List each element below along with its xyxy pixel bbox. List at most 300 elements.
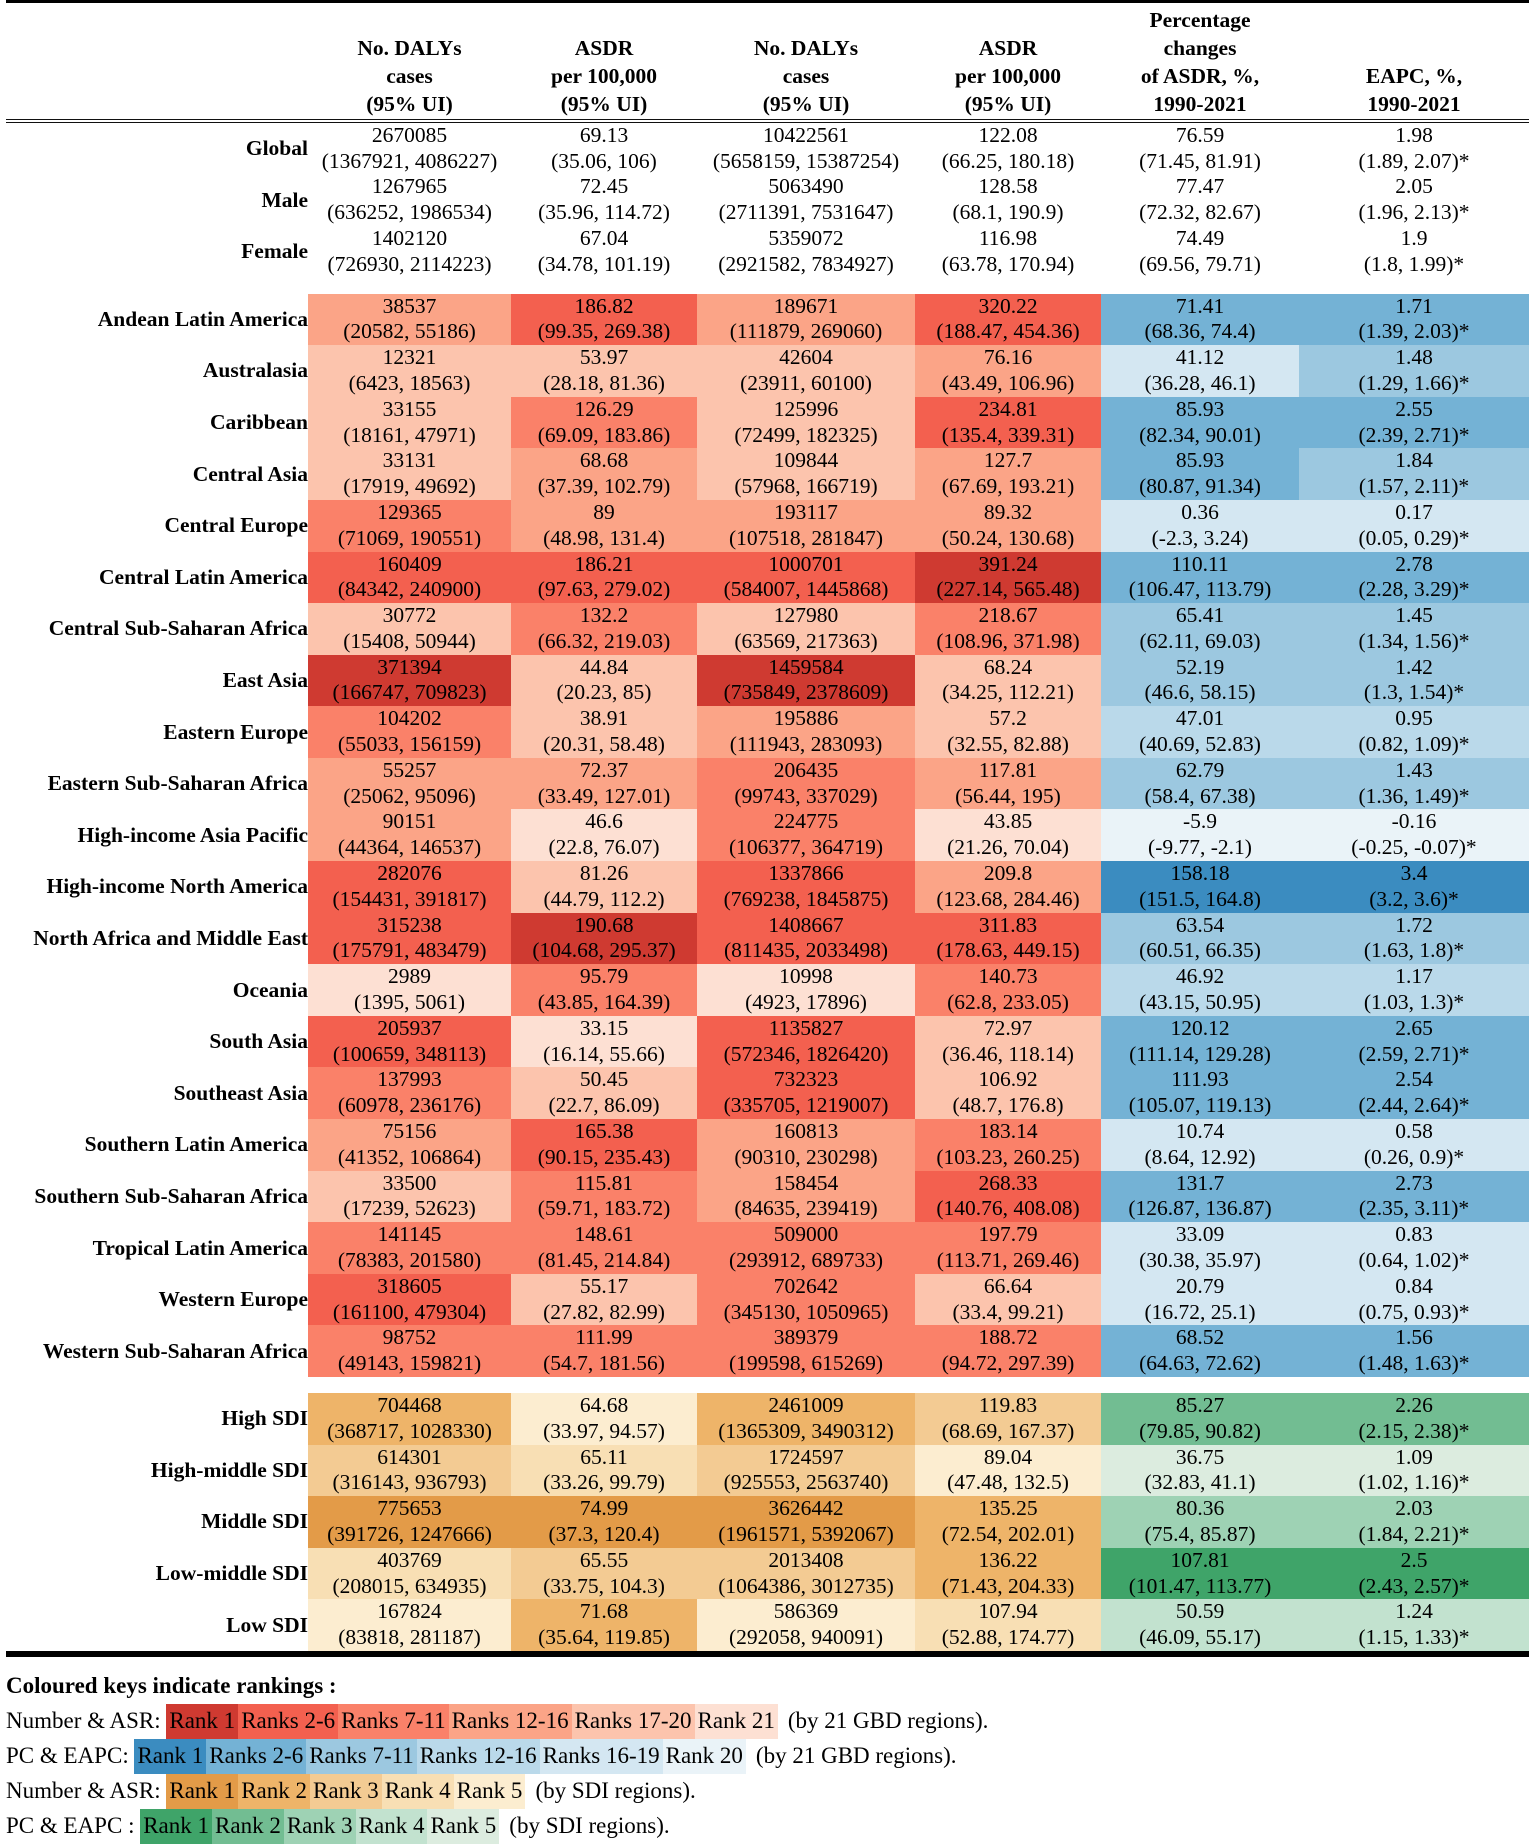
data-cell — [915, 861, 1101, 913]
data-cell — [1101, 1496, 1299, 1548]
cell-point-estimate: 36.75 — [1175, 1444, 1225, 1469]
data-cell — [1299, 809, 1529, 861]
data-cell — [308, 226, 511, 278]
data-cell — [308, 913, 511, 965]
row-label: Global — [6, 121, 308, 175]
data-cell — [511, 294, 697, 346]
cell-uncertainty-interval: (43.85, 164.39) — [537, 990, 671, 1015]
cell-point-estimate: 72.97 — [983, 1015, 1033, 1040]
data-cell — [1299, 1325, 1529, 1377]
cell-uncertainty-interval: (64.63, 72.62) — [1139, 1351, 1261, 1376]
cell-uncertainty-interval: (0.26, 0.9)* — [1363, 1144, 1465, 1169]
cell-uncertainty-interval: (79.85, 90.82) — [1139, 1418, 1261, 1443]
cell-uncertainty-interval: (21.26, 70.04) — [947, 835, 1069, 860]
row-label: Caribbean — [6, 397, 308, 449]
cell-uncertainty-interval: (1.39, 2.03)* — [1358, 319, 1470, 344]
cell-point-estimate: 109844 — [773, 448, 839, 473]
legend-line-scope: (by SDI regions). — [509, 1812, 670, 1838]
cell-point-estimate: 52.19 — [1175, 654, 1225, 679]
cell-uncertainty-interval: (572346, 1826420) — [723, 1041, 889, 1066]
cell-uncertainty-interval: (2.44, 2.64)* — [1358, 1093, 1470, 1118]
cell-point-estimate: 107.94 — [978, 1599, 1038, 1624]
data-cell — [1299, 174, 1529, 226]
column-header-line: 1990-2021 — [1153, 91, 1247, 116]
cell-uncertainty-interval: (68.69, 167.37) — [941, 1418, 1075, 1443]
cell-point-estimate: 389379 — [773, 1325, 839, 1350]
data-cell — [1299, 397, 1529, 449]
data-cell — [915, 603, 1101, 655]
cell-point-estimate: 148.61 — [574, 1222, 634, 1247]
data-cell — [511, 500, 697, 552]
data-cell — [1101, 397, 1299, 449]
data-cell — [697, 861, 915, 913]
data-cell — [697, 397, 915, 449]
cell-uncertainty-interval: (1.29, 1.66)* — [1358, 370, 1470, 395]
cell-point-estimate: 403769 — [377, 1547, 442, 1572]
cell-point-estimate: 188.72 — [978, 1325, 1038, 1350]
cell-point-estimate: 50.59 — [1175, 1599, 1225, 1624]
data-cell — [1299, 1496, 1529, 1548]
data-cell — [308, 345, 511, 397]
cell-point-estimate: 33.15 — [579, 1015, 629, 1040]
cell-point-estimate: 129365 — [377, 499, 442, 524]
cell-uncertainty-interval: (62.11, 69.03) — [1139, 628, 1261, 653]
cell-point-estimate: 10.74 — [1175, 1119, 1225, 1144]
legend-swatch: Rank 3 — [284, 1809, 356, 1844]
data-cell — [511, 655, 697, 707]
cell-uncertainty-interval: (57968, 166719) — [734, 474, 878, 499]
cell-uncertainty-interval: (60.51, 66.35) — [1139, 938, 1261, 963]
data-cell — [697, 1016, 915, 1068]
cell-uncertainty-interval: (48.98, 131.4) — [543, 525, 665, 550]
table-header — [6, 2, 1529, 121]
data-cell — [697, 1274, 915, 1326]
data-cell — [1101, 500, 1299, 552]
column-header-line: cases — [782, 63, 830, 88]
cell-uncertainty-interval: (335705, 1219007) — [723, 1093, 889, 1118]
cell-point-estimate: 1337866 — [768, 861, 844, 886]
table-row — [6, 861, 1529, 913]
column-header-asdr-1990 — [511, 7, 697, 119]
cell-uncertainty-interval: (726930, 2114223) — [327, 251, 492, 276]
cell-uncertainty-interval: (0.05, 0.29)* — [1358, 525, 1470, 550]
cell-uncertainty-interval: (27.82, 82.99) — [543, 1299, 665, 1324]
cell-point-estimate: 158454 — [773, 1170, 839, 1195]
cell-point-estimate: 1459584 — [768, 654, 844, 679]
row-label: Western Europe — [6, 1274, 308, 1326]
cell-uncertainty-interval: (1365309, 3490312) — [718, 1418, 894, 1443]
group-spacer-cell — [6, 1377, 1529, 1393]
cell-uncertainty-interval: (17239, 52623) — [343, 1196, 476, 1221]
table-row — [6, 226, 1529, 278]
cell-uncertainty-interval: (75.4, 85.87) — [1144, 1521, 1256, 1546]
table-row — [6, 1445, 1529, 1497]
cell-uncertainty-interval: (83818, 281187) — [338, 1625, 481, 1650]
cell-uncertainty-interval: (59.71, 183.72) — [537, 1196, 671, 1221]
data-cell — [697, 1496, 915, 1548]
cell-uncertainty-interval: (2.28, 3.29)* — [1358, 577, 1470, 602]
data-cell — [1101, 1067, 1299, 1119]
data-cell — [697, 1393, 915, 1445]
cell-point-estimate: 0.83 — [1395, 1222, 1433, 1247]
cell-uncertainty-interval: (1.57, 2.11)* — [1358, 474, 1470, 499]
data-cell — [511, 397, 697, 449]
cell-point-estimate: 2670085 — [371, 122, 448, 147]
cell-uncertainty-interval: (126.87, 136.87) — [1128, 1196, 1272, 1221]
data-cell — [511, 448, 697, 500]
cell-uncertainty-interval: (1367921, 4086227) — [321, 148, 498, 173]
cell-uncertainty-interval: (368717, 1028330) — [327, 1418, 492, 1443]
data-cell — [697, 1119, 915, 1171]
data-cell — [915, 964, 1101, 1016]
data-cell — [697, 1599, 915, 1652]
cell-point-estimate: 128.58 — [978, 174, 1038, 199]
data-cell — [915, 758, 1101, 810]
column-header-pct-change — [1101, 7, 1299, 119]
data-cell — [1299, 1222, 1529, 1274]
cell-point-estimate: 1724597 — [768, 1444, 844, 1469]
data-cell — [308, 1171, 511, 1223]
cell-point-estimate: 68.68 — [579, 448, 629, 473]
table-row — [6, 397, 1529, 449]
cell-uncertainty-interval: (90310, 230298) — [734, 1144, 878, 1169]
data-cell — [308, 1016, 511, 1068]
cell-uncertainty-interval: (2.39, 2.71)* — [1358, 422, 1470, 447]
data-cell — [1299, 226, 1529, 278]
data-cell — [1299, 1548, 1529, 1600]
cell-point-estimate: 167824 — [377, 1599, 442, 1624]
cell-point-estimate: 1.42 — [1395, 654, 1433, 679]
cell-point-estimate: 1135827 — [768, 1015, 844, 1040]
cell-point-estimate: 33155 — [382, 396, 437, 421]
data-cell — [1299, 294, 1529, 346]
data-cell — [1101, 1171, 1299, 1223]
cell-uncertainty-interval: (66.32, 219.03) — [537, 628, 671, 653]
cell-point-estimate: 0.95 — [1395, 706, 1433, 731]
cell-point-estimate: 0.58 — [1395, 1119, 1433, 1144]
legend-swatch: Rank 1 — [166, 1704, 238, 1739]
cell-uncertainty-interval: (292058, 940091) — [728, 1625, 884, 1650]
data-cell — [511, 1393, 697, 1445]
cell-point-estimate: 614301 — [377, 1444, 442, 1469]
data-cell — [1101, 1119, 1299, 1171]
cell-point-estimate: 186.82 — [574, 293, 634, 318]
cell-point-estimate: 190.68 — [574, 912, 634, 937]
cell-uncertainty-interval: (111879, 269060) — [729, 319, 883, 344]
cell-uncertainty-interval: (1.63, 1.8)* — [1363, 938, 1465, 963]
cell-point-estimate: 195886 — [773, 706, 839, 731]
cell-uncertainty-interval: (107518, 281847) — [728, 525, 884, 550]
row-label: South Asia — [6, 1016, 308, 1068]
data-cell — [697, 1171, 915, 1223]
data-cell — [1101, 552, 1299, 604]
cell-point-estimate: 38537 — [382, 293, 437, 318]
legend-swatch: Rank 1 — [140, 1809, 212, 1844]
cell-uncertainty-interval: (-9.77, -2.1) — [1148, 835, 1252, 860]
cell-point-estimate: 137993 — [377, 1067, 442, 1092]
legend-title: Coloured keys indicate rankings : — [6, 1672, 337, 1698]
cell-point-estimate: 74.49 — [1175, 225, 1225, 250]
column-header-line: ASDR — [574, 35, 634, 60]
cell-uncertainty-interval: (-0.25, -0.07)* — [1351, 835, 1477, 860]
data-cell — [1101, 861, 1299, 913]
cell-point-estimate: 107.81 — [1170, 1547, 1230, 1572]
cell-point-estimate: 320.22 — [978, 293, 1038, 318]
cell-point-estimate: 111.99 — [575, 1325, 633, 1350]
data-cell — [308, 1496, 511, 1548]
cell-point-estimate: 81.26 — [579, 861, 629, 886]
cell-point-estimate: 71.41 — [1175, 293, 1225, 318]
row-label: Central Latin America — [6, 552, 308, 604]
cell-point-estimate: 106.92 — [978, 1067, 1038, 1092]
cell-uncertainty-interval: (34.78, 101.19) — [537, 251, 671, 276]
data-cell — [308, 1599, 511, 1652]
cell-point-estimate: 72.45 — [579, 174, 629, 199]
cell-uncertainty-interval: (1.02, 1.16)* — [1358, 1470, 1470, 1495]
column-header-line: (95% UI) — [366, 91, 453, 116]
cell-point-estimate: 2.5 — [1400, 1547, 1428, 1572]
table-row — [6, 121, 1529, 175]
cell-uncertainty-interval: (1961571, 5392067) — [718, 1521, 894, 1546]
cell-point-estimate: 1.09 — [1395, 1444, 1433, 1469]
cell-uncertainty-interval: (71.45, 81.91) — [1139, 148, 1261, 173]
cell-uncertainty-interval: (22.8, 76.07) — [548, 835, 660, 860]
data-cell — [1101, 964, 1299, 1016]
row-label: Western Sub-Saharan Africa — [6, 1325, 308, 1377]
data-cell — [308, 603, 511, 655]
legend-swatch: Ranks 12-16 — [449, 1704, 572, 1739]
cell-point-estimate: 33131 — [382, 448, 437, 473]
cell-point-estimate: 1.24 — [1395, 1599, 1433, 1624]
cell-uncertainty-interval: (16.14, 55.66) — [543, 1041, 665, 1066]
cell-uncertainty-interval: (44364, 146537) — [337, 835, 482, 860]
table-row — [6, 1393, 1529, 1445]
data-cell — [697, 1548, 915, 1600]
cell-uncertainty-interval: (316143, 936793) — [332, 1470, 487, 1495]
cell-uncertainty-interval: (925553, 2563740) — [723, 1470, 889, 1495]
cell-point-estimate: 586369 — [773, 1599, 839, 1624]
cell-point-estimate: 89.32 — [983, 499, 1033, 524]
cell-point-estimate: 2.54 — [1395, 1067, 1433, 1092]
data-cell — [308, 758, 511, 810]
row-label: Eastern Sub-Saharan Africa — [6, 758, 308, 810]
cell-point-estimate: 75156 — [382, 1119, 437, 1144]
cell-uncertainty-interval: (4923, 17896) — [745, 990, 867, 1015]
legend-swatch: Rank 20 — [663, 1739, 746, 1774]
cell-point-estimate: 2.26 — [1395, 1393, 1433, 1417]
cell-uncertainty-interval: (41352, 106864) — [337, 1144, 482, 1169]
group-spacer-cell — [6, 278, 1529, 294]
data-cell — [697, 1445, 915, 1497]
cell-uncertainty-interval: (32.55, 82.88) — [947, 732, 1069, 757]
cell-uncertainty-interval: (37.3, 120.4) — [548, 1521, 660, 1546]
legend-swatch: Ranks 7-11 — [338, 1704, 449, 1739]
data-cell — [511, 964, 697, 1016]
data-cell — [308, 121, 511, 175]
cell-uncertainty-interval: (37.39, 102.79) — [537, 474, 671, 499]
row-label: Southern Latin America — [6, 1119, 308, 1171]
data-cell — [1101, 1222, 1299, 1274]
cell-uncertainty-interval: (44.79, 112.2) — [543, 886, 665, 911]
cell-point-estimate: 1.56 — [1395, 1325, 1433, 1350]
cell-uncertainty-interval: (43.15, 50.95) — [1139, 990, 1261, 1015]
cell-uncertainty-interval: (199598, 615269) — [728, 1351, 884, 1376]
cell-point-estimate: 122.08 — [978, 122, 1038, 147]
cell-uncertainty-interval: (36.28, 46.1) — [1144, 370, 1256, 395]
data-cell — [1299, 758, 1529, 810]
row-label: High-middle SDI — [6, 1445, 308, 1497]
table-row — [6, 1599, 1529, 1652]
data-cell — [308, 174, 511, 226]
cell-uncertainty-interval: (33.97, 94.57) — [543, 1418, 665, 1443]
cell-point-estimate: 47.01 — [1175, 706, 1225, 731]
cell-uncertainty-interval: (82.34, 90.01) — [1139, 422, 1261, 447]
cell-point-estimate: 115.81 — [574, 1170, 634, 1195]
data-cell — [308, 706, 511, 758]
cell-point-estimate: 2.65 — [1395, 1015, 1433, 1040]
data-cell — [697, 758, 915, 810]
cell-uncertainty-interval: (46.6, 58.15) — [1144, 680, 1256, 705]
data-cell — [1299, 655, 1529, 707]
cell-uncertainty-interval: (69.56, 79.71) — [1139, 251, 1261, 276]
cell-point-estimate: 46.92 — [1175, 964, 1225, 989]
row-label: High-income North America — [6, 861, 308, 913]
row-label: North Africa and Middle East — [6, 913, 308, 965]
cell-uncertainty-interval: (78383, 201580) — [337, 1248, 482, 1273]
cell-uncertainty-interval: (1.8, 1.99)* — [1363, 251, 1465, 276]
cell-point-estimate: 732323 — [773, 1067, 839, 1092]
cell-uncertainty-interval: (48.7, 176.8) — [952, 1093, 1064, 1118]
cell-point-estimate: 224775 — [773, 809, 839, 834]
cell-uncertainty-interval: (1.36, 1.49)* — [1358, 783, 1470, 808]
cell-uncertainty-interval: (1.89, 2.07)* — [1358, 148, 1470, 173]
table-row — [6, 345, 1529, 397]
cell-uncertainty-interval: (0.64, 1.02)* — [1358, 1248, 1470, 1273]
cell-point-estimate: 2.05 — [1395, 174, 1433, 199]
cell-uncertainty-interval: (0.75, 0.93)* — [1358, 1299, 1470, 1324]
cell-point-estimate: 65.55 — [579, 1547, 629, 1572]
cell-point-estimate: 69.13 — [579, 122, 629, 147]
data-cell — [1101, 706, 1299, 758]
legend-lines — [6, 1704, 1529, 1844]
data-cell — [1299, 1119, 1529, 1171]
column-header-line: (95% UI) — [762, 91, 850, 116]
cell-point-estimate: 64.68 — [579, 1393, 629, 1417]
cell-uncertainty-interval: (81.45, 214.84) — [537, 1248, 671, 1273]
cell-point-estimate: 318605 — [377, 1273, 442, 1298]
table-row — [6, 1548, 1529, 1600]
cell-uncertainty-interval: (2.43, 2.57)* — [1358, 1573, 1470, 1598]
data-cell — [1101, 1393, 1299, 1445]
cell-uncertainty-interval: (636252, 1986534) — [327, 200, 492, 225]
cell-uncertainty-interval: (100659, 348113) — [332, 1041, 487, 1066]
data-cell — [1299, 500, 1529, 552]
cell-point-estimate: 2.03 — [1395, 1496, 1433, 1521]
legend — [6, 1669, 1529, 1844]
cell-uncertainty-interval: (154431, 391817) — [332, 886, 487, 911]
cell-point-estimate: 315238 — [377, 912, 442, 937]
cell-point-estimate: 135.25 — [978, 1496, 1038, 1521]
cell-uncertainty-interval: (94.72, 297.39) — [941, 1351, 1075, 1376]
cell-uncertainty-interval: (1.84, 2.21)* — [1358, 1521, 1470, 1546]
cell-point-estimate: 67.04 — [579, 225, 629, 250]
row-label: East Asia — [6, 655, 308, 707]
cell-uncertainty-interval: (-2.3, 3.24) — [1151, 525, 1249, 550]
legend-swatch: Rank 4 — [382, 1774, 454, 1809]
cell-point-estimate: 85.93 — [1175, 396, 1225, 421]
cell-uncertainty-interval: (6423, 18563) — [348, 370, 471, 395]
cell-point-estimate: 5063490 — [768, 174, 844, 199]
cell-uncertainty-interval: (22.7, 86.09) — [548, 1093, 660, 1118]
cell-uncertainty-interval: (67.69, 193.21) — [941, 474, 1075, 499]
data-cell — [697, 964, 915, 1016]
cell-uncertainty-interval: (227.14, 565.48) — [936, 577, 1080, 602]
data-cell — [308, 500, 511, 552]
legend-swatch: Rank 5 — [427, 1809, 499, 1844]
data-cell — [308, 655, 511, 707]
cell-uncertainty-interval: (1064386, 3012735) — [718, 1573, 894, 1598]
cell-uncertainty-interval: (2711391, 7531647) — [718, 200, 894, 225]
data-cell — [915, 552, 1101, 604]
header-row — [6, 7, 1529, 119]
cell-point-estimate: 131.7 — [1175, 1170, 1225, 1195]
cell-point-estimate: 20.79 — [1175, 1273, 1225, 1298]
cell-point-estimate: 1402120 — [371, 225, 448, 250]
cell-point-estimate: 119.83 — [978, 1393, 1038, 1417]
column-header-line: of ASDR, %, — [1140, 63, 1260, 88]
data-cell — [308, 397, 511, 449]
data-cell — [915, 1393, 1101, 1445]
row-label: High SDI — [6, 1393, 308, 1445]
cell-point-estimate: 160813 — [773, 1119, 839, 1144]
data-cell — [915, 1274, 1101, 1326]
data-cell — [1299, 706, 1529, 758]
data-cell — [697, 1222, 915, 1274]
column-header-line: No. DALYs — [753, 35, 859, 60]
legend-swatch: Rank 5 — [454, 1774, 526, 1809]
row-label: Southeast Asia — [6, 1067, 308, 1119]
legend-swatch: Rank 21 — [695, 1704, 778, 1739]
cell-uncertainty-interval: (72.32, 82.67) — [1139, 200, 1261, 225]
data-cell — [511, 1067, 697, 1119]
row-label: Southern Sub-Saharan Africa — [6, 1171, 308, 1223]
cell-point-estimate: 5359072 — [768, 225, 844, 250]
table-row — [6, 1067, 1529, 1119]
data-cell — [308, 294, 511, 346]
cell-point-estimate: 90151 — [382, 809, 437, 834]
table-row — [6, 758, 1529, 810]
data-cell — [308, 1325, 511, 1377]
cell-uncertainty-interval: (2.59, 2.71)* — [1358, 1041, 1470, 1066]
burden-table — [6, 0, 1529, 1657]
table-row — [6, 809, 1529, 861]
table-row — [6, 1274, 1529, 1326]
column-header-asdr-2021 — [915, 7, 1101, 119]
legend-line — [6, 1774, 1529, 1809]
table-bottom-rule — [6, 1652, 1529, 1655]
row-label: Eastern Europe — [6, 706, 308, 758]
cell-uncertainty-interval: (90.15, 235.43) — [537, 1144, 671, 1169]
table-row — [6, 913, 1529, 965]
cell-point-estimate: 206435 — [773, 757, 839, 782]
data-cell — [511, 1548, 697, 1600]
cell-uncertainty-interval: (30.38, 35.97) — [1139, 1248, 1261, 1273]
cell-uncertainty-interval: (18161, 47971) — [343, 422, 476, 447]
column-header-line: changes — [1163, 35, 1237, 60]
data-cell — [1101, 1016, 1299, 1068]
cell-point-estimate: 120.12 — [1170, 1015, 1230, 1040]
cell-uncertainty-interval: (99743, 337029) — [734, 783, 878, 808]
